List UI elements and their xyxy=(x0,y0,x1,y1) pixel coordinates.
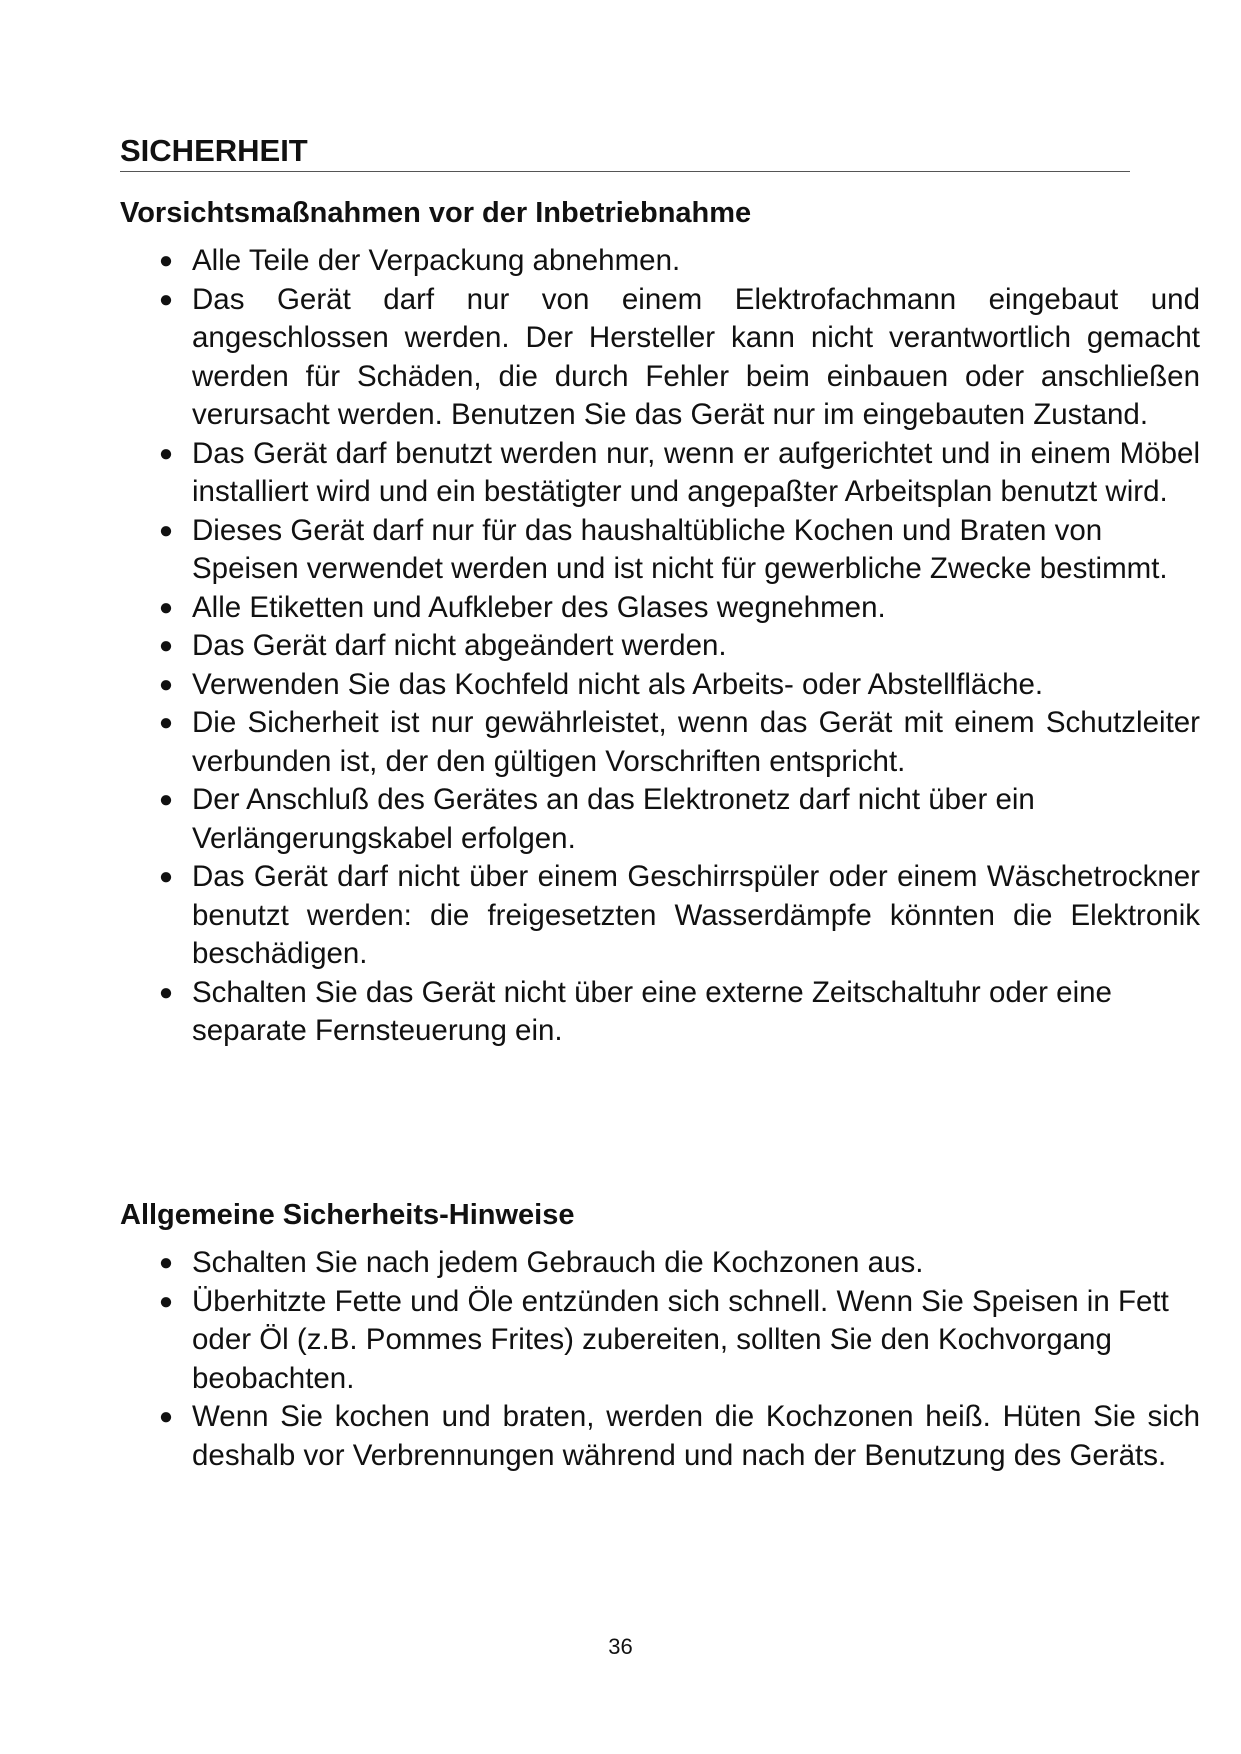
bullet-icon: ● xyxy=(158,516,174,544)
list-item: ● Schalten Sie das Gerät nicht über eine externe Zeitschaltuhr oder eine separate Fernsteuerung ein. xyxy=(120,974,1200,1051)
list-item: ● Der Anschluß des Gerätes an das Elektronetz darf nicht über ein Verlängerungskabel erfolgen. xyxy=(120,781,1200,858)
page-number: 36 xyxy=(608,1634,633,1659)
bullet-list xyxy=(120,1244,1200,1475)
bullet-icon: ● xyxy=(158,247,174,274)
list-item: ● Das Gerät darf nur von einem Elektrofachmann eingebaut und angeschlossen werden. Der Hersteller kann nicht verantwortlich gemacht werden für Schäden, die durch Fehler beim einbauen oder anschließen verursacht werden. Benutzen Sie das Gerät nur im eingebauten Zustand. xyxy=(120,281,1200,435)
bullet-icon: ● xyxy=(158,1403,174,1430)
bullet-icon: ● xyxy=(158,863,174,890)
list-item: ● Verwenden Sie das Kochfeld nicht als Arbeits- oder Abstellfläche. xyxy=(120,666,1200,705)
list-item: ● Überhitzte Fette und Öle entzünden sich schnell. Wenn Sie Speisen in Fett oder Öl (z.B. Pommes Frites) zubereiten, sollten Sie den Kochvorgang beobachten. xyxy=(120,1283,1200,1399)
bullet-icon: ● xyxy=(158,1249,174,1276)
bullet-icon: ● xyxy=(158,285,174,313)
list-item: ● Das Gerät darf benutzt werden nur, wenn er aufgerichtet und in einem Möbel installiert wird und ein bestätigter und angepaßter Arbeitsplan benutzt wird. xyxy=(120,435,1200,512)
list-item: ● Alle Teile der Verpackung abnehmen. xyxy=(120,242,1200,281)
list-item: ● Wenn Sie kochen und braten, werden die Kochzonen heiß. Hüten Sie sich deshalb vor Verbrennungen während und nach der Benutzung des Geräts. xyxy=(120,1398,1200,1475)
section-heading: Allgemeine Sicherheits-Hinweise xyxy=(120,1199,575,1231)
bullet-icon: ● xyxy=(158,978,174,1006)
list-item: ● Dieses Gerät darf nur für das haushaltübliche Kochen und Braten von Speisen verwendet werden und ist nicht für gewerbliche Zwecke bestimmt. xyxy=(120,512,1200,589)
bullet-icon: ● xyxy=(158,439,174,467)
section-precautions xyxy=(120,194,1200,1051)
bullet-icon: ● xyxy=(158,670,174,698)
bullet-icon: ● xyxy=(158,593,174,621)
section-heading: Vorsichtsmaßnahmen vor der Inbetriebnahme xyxy=(120,197,752,229)
title-divider xyxy=(120,171,1130,172)
bullet-icon: ● xyxy=(158,632,174,659)
list-item: ● Das Gerät darf nicht über einem Geschirrspüler oder einem Wäschetrockner benutzt werden: die freigesetzten Wasserdämpfe könnten die Elektronik beschädigen. xyxy=(120,858,1200,974)
list-item: ● Alle Etiketten und Aufkleber des Glases wegnehmen. xyxy=(120,589,1200,628)
bullet-icon: ● xyxy=(158,1287,174,1315)
bullet-icon: ● xyxy=(158,709,174,736)
bullet-list xyxy=(120,242,1200,1051)
list-item: ● Das Gerät darf nicht abgeändert werden. xyxy=(120,627,1200,666)
list-item: ● Die Sicherheit ist nur gewährleistet, wenn das Gerät mit einem Schutzleiter verbunden ist, der den gültigen Vorschriften entspricht. xyxy=(120,704,1200,781)
list-item: ● Schalten Sie nach jedem Gebrauch die Kochzonen aus. xyxy=(120,1244,1200,1283)
bullet-icon: ● xyxy=(158,786,174,813)
section-general-safety xyxy=(120,1196,1200,1475)
page-title: SICHERHEIT xyxy=(120,133,308,168)
